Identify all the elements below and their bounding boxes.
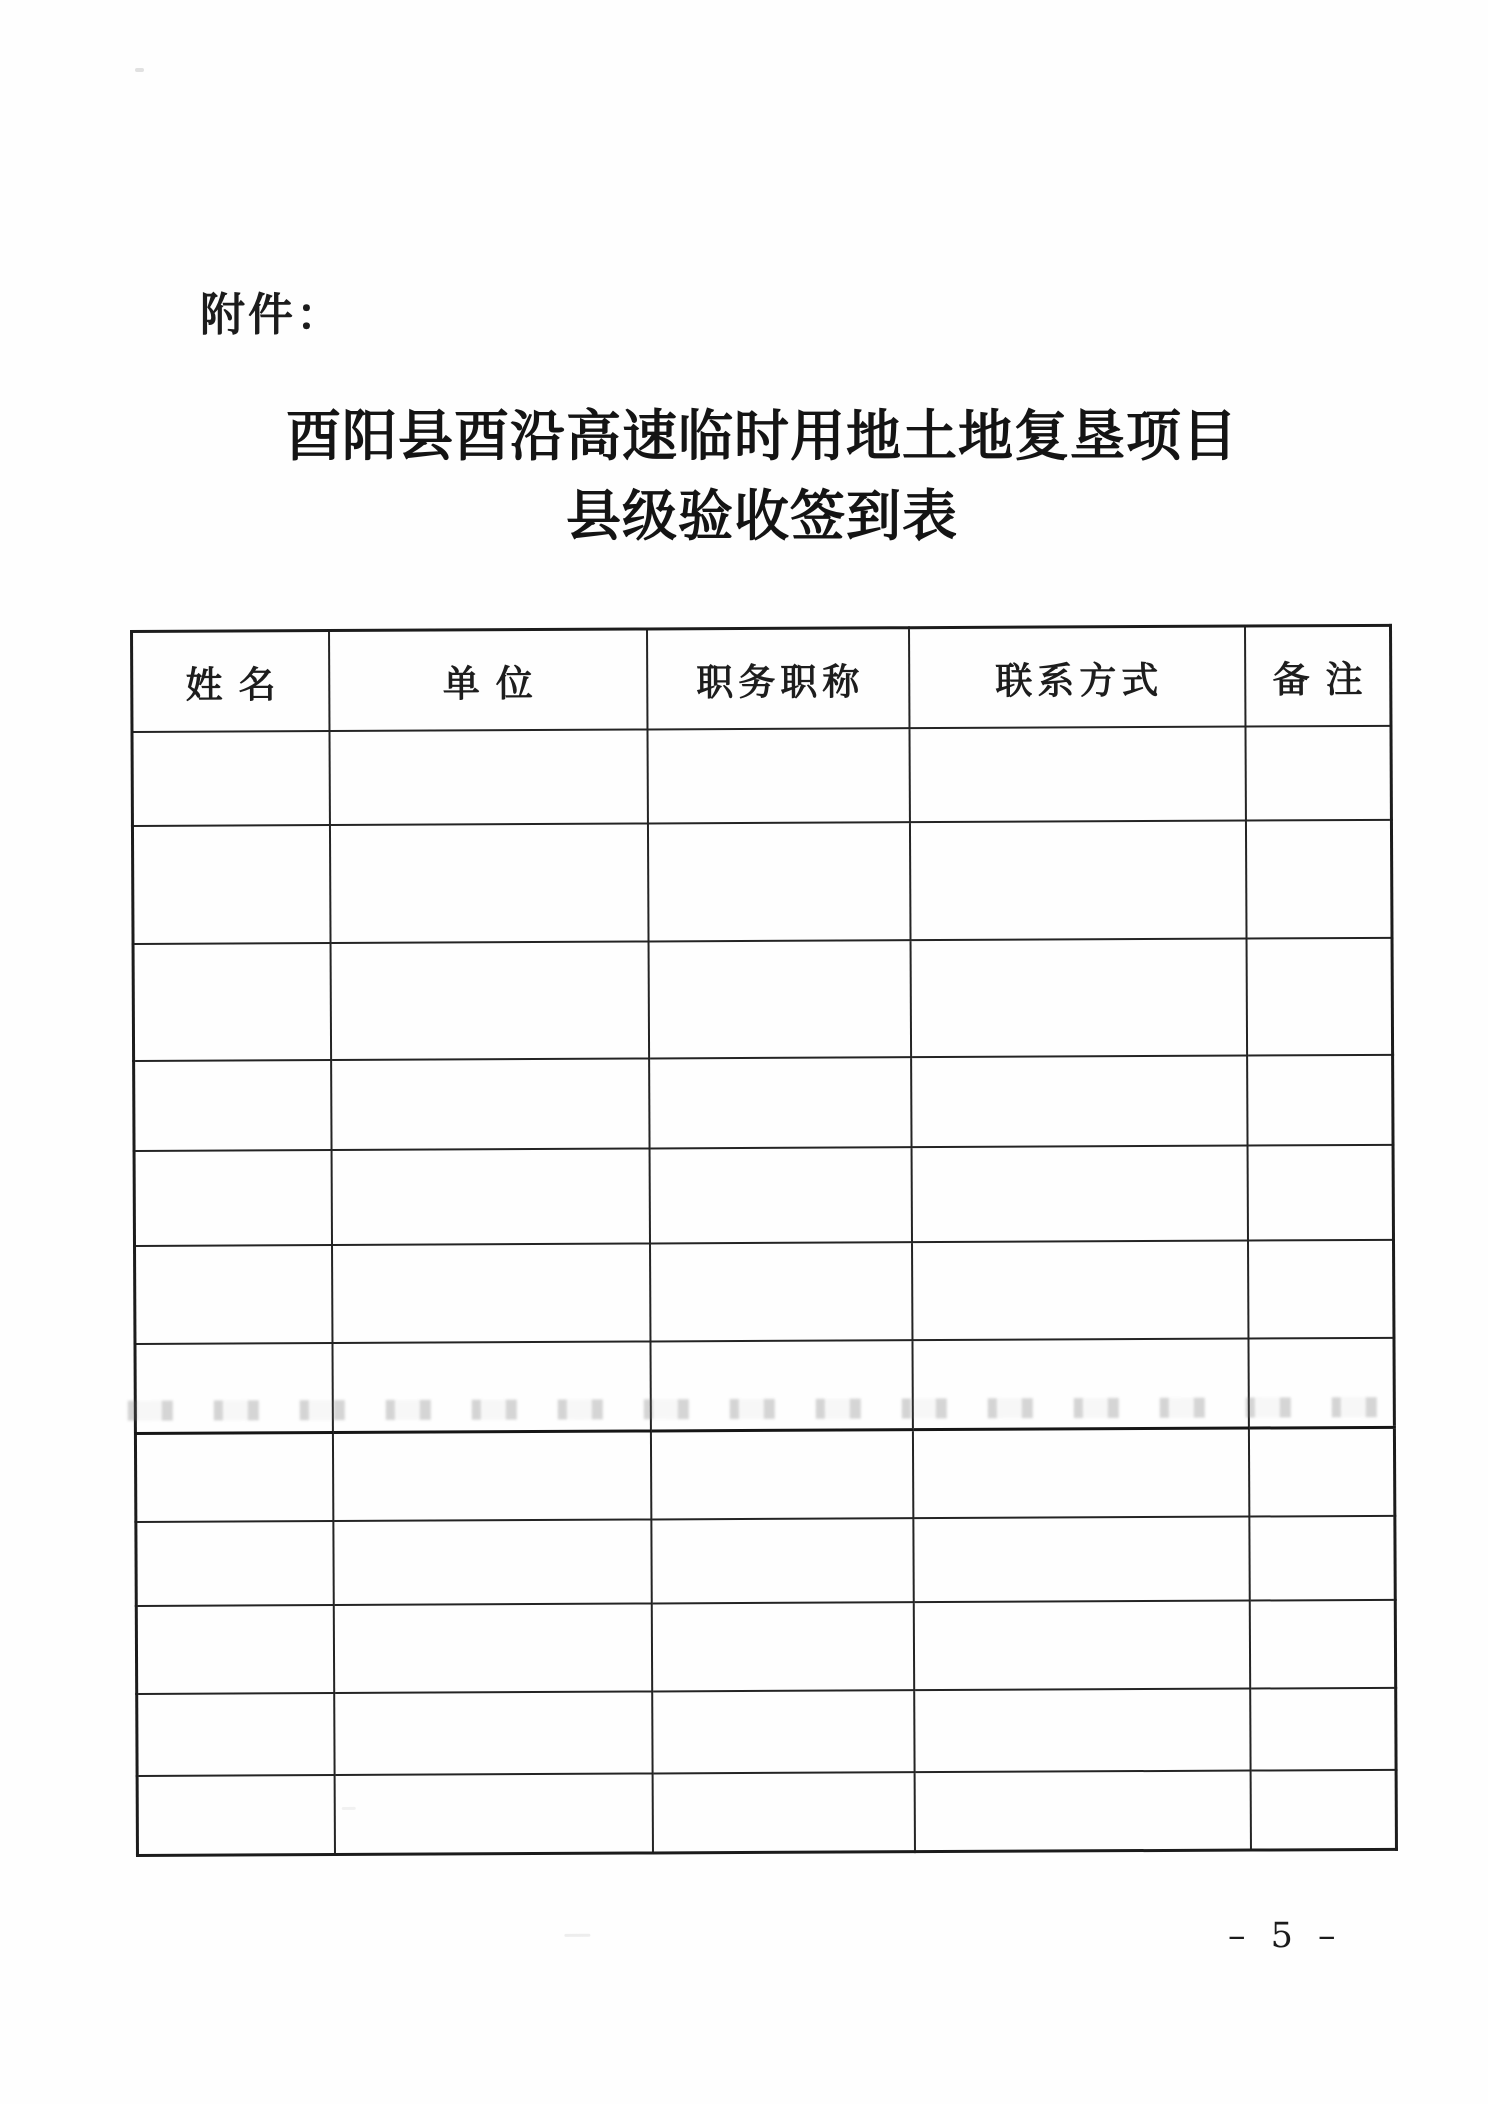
column-header-name: 姓名 [132,631,329,732]
table-cell [1245,819,1392,938]
table-cell [652,1690,914,1773]
table-row [137,1769,1396,1855]
table-row [136,1515,1395,1605]
scan-speck [564,1934,590,1937]
signin-table [130,624,1398,1857]
table-cell [133,943,331,1061]
column-header-contact: 联系方式 [908,626,1244,728]
table-cell [647,728,909,823]
table-cell [912,1428,1248,1518]
table-cell [651,1602,913,1691]
column-header-position: 职务职称 [647,628,909,729]
table-cell [911,1240,1247,1340]
table-cell [652,1772,914,1853]
table-cell [132,731,329,826]
column-header-unit: 单位 [329,629,647,731]
table-cell [332,1341,650,1433]
table-row [132,819,1392,943]
table-cell [649,1147,911,1243]
table-cell [333,1519,651,1605]
table-cell [329,823,648,943]
document-title-line2: 县级验收签到表 [565,483,959,548]
table-cell [136,1521,333,1606]
table-cell [650,1242,912,1341]
table-cell [1248,1337,1394,1428]
table-cell [1246,937,1393,1055]
table-row [133,937,1393,1060]
table-cell [329,729,647,825]
table-cell [135,1245,332,1344]
table-cell [334,1691,652,1775]
table-cell [1249,1599,1395,1688]
document-title-line1: 酉阳县酉沿高速临时用地土地复垦项目 [285,403,1239,468]
table-cell [134,1150,331,1246]
table-cell [135,1343,332,1434]
table-cell [914,1770,1250,1852]
header-row [132,625,1391,731]
table-cell [913,1516,1249,1602]
table-row [135,1337,1394,1433]
table-cell [913,1600,1249,1690]
table-cell [1250,1769,1396,1850]
table-cell [333,1603,651,1693]
table-cell [1245,725,1391,820]
table-cell [136,1605,333,1694]
table-cell [1250,1687,1396,1770]
scan-speck [342,1807,356,1810]
table-cell [331,1148,649,1245]
signin-table-body [132,725,1396,1855]
column-header-remarks: 备注 [1244,625,1390,726]
table-cell [132,825,330,944]
table-cell [1248,1427,1394,1516]
table-cell [331,1058,649,1150]
table-row [134,1054,1393,1150]
table-cell [649,1057,911,1148]
table-cell [909,726,1245,822]
document-title [286,396,1238,556]
table-cell [1247,1239,1393,1338]
table-cell [332,1243,650,1343]
table-cell [137,1693,334,1776]
table-cell [330,941,649,1060]
table-cell [334,1773,652,1855]
table-cell [135,1433,332,1522]
table-cell [911,1145,1247,1242]
table-cell [332,1431,650,1521]
table-cell [911,1055,1247,1147]
signin-table-wrap [130,624,1395,1857]
table-row [134,1144,1393,1245]
scan-speck [135,68,144,72]
table-cell [647,822,910,941]
table-cell [650,1340,912,1431]
table-row [132,725,1391,825]
signin-table-header [132,625,1391,731]
attachment-label: 附件： [200,288,345,341]
table-row [137,1687,1396,1775]
table-row [135,1239,1394,1343]
table-row [136,1599,1395,1693]
table-cell [648,940,911,1058]
table-cell [1247,1054,1393,1145]
table-cell [909,820,1246,940]
table-cell [1249,1515,1395,1600]
table-cell [914,1688,1250,1772]
table-cell [137,1775,334,1856]
table-cell [651,1518,913,1603]
table-cell [912,1338,1248,1430]
table-cell [134,1060,331,1151]
table-row [135,1427,1394,1521]
table-cell [1247,1144,1393,1240]
table-cell [650,1430,912,1519]
table-cell [910,938,1247,1057]
page-number: – 5 – [1228,1916,1343,1956]
